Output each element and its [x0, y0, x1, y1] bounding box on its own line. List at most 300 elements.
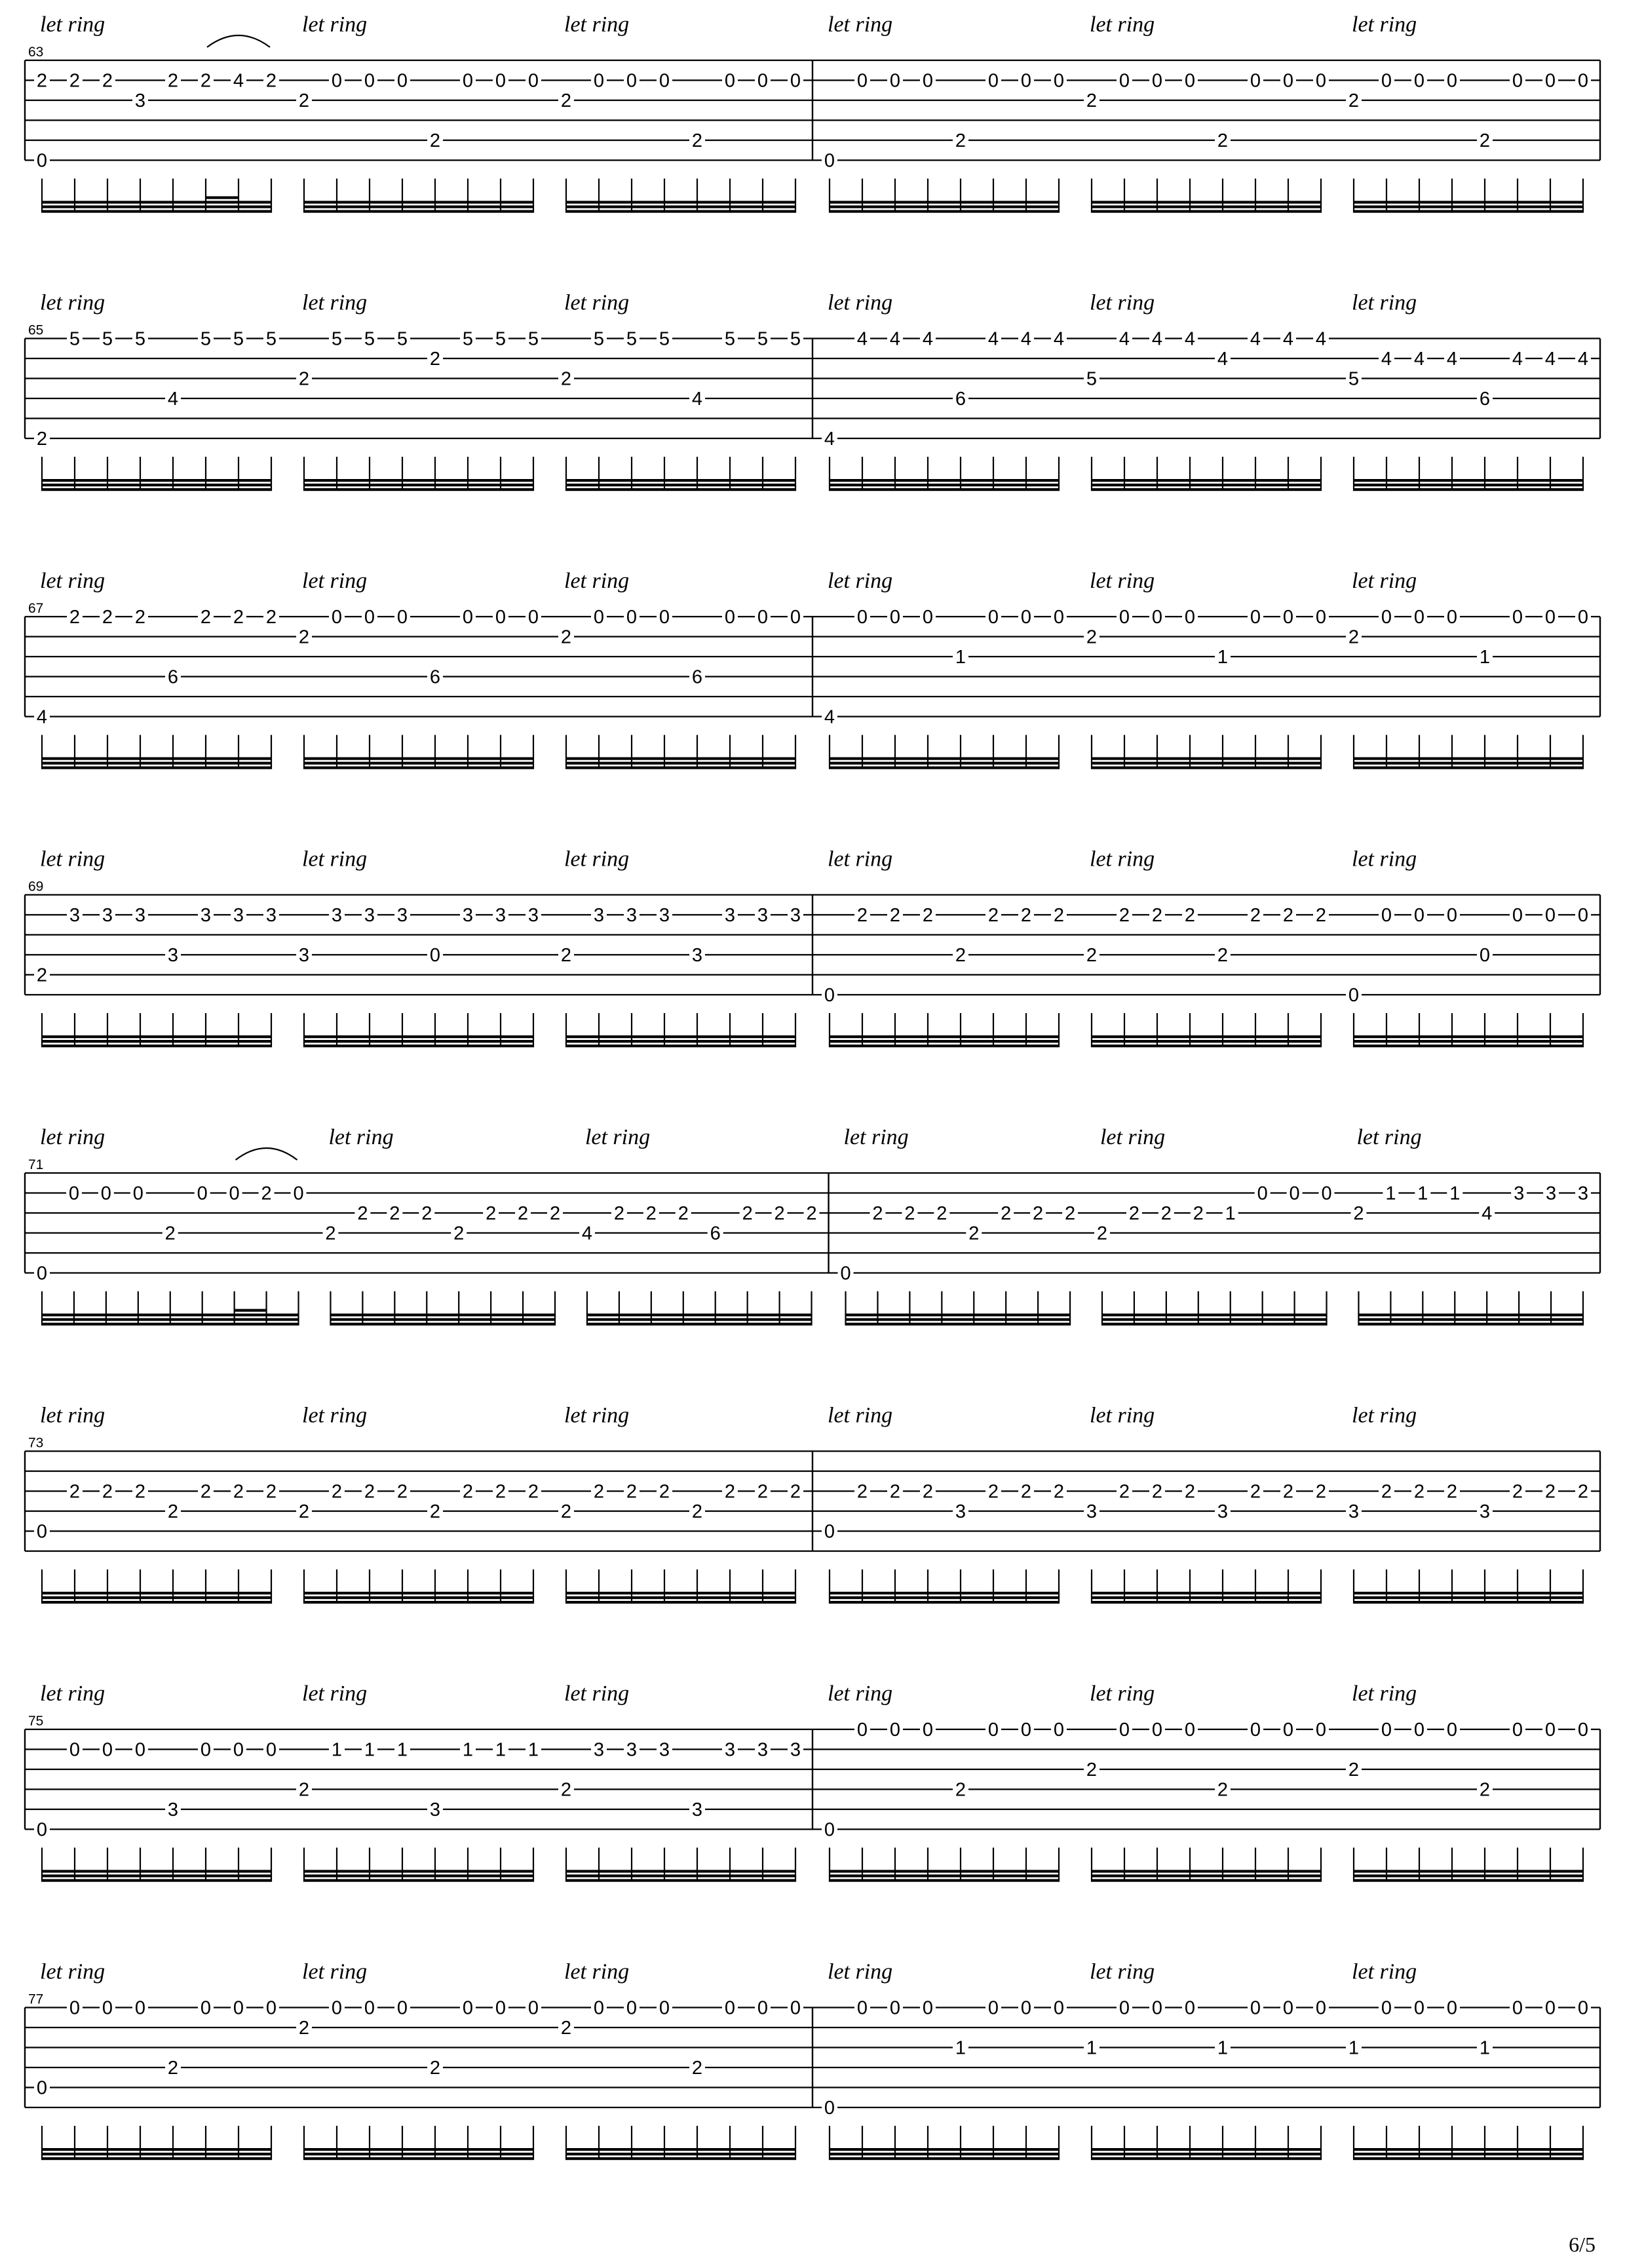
beam	[1353, 1592, 1584, 1594]
fret-number: 2	[560, 2018, 572, 2039]
let-ring-annotation: let ring	[1352, 1682, 1417, 1706]
fret-number: 2	[261, 1183, 272, 1204]
beam	[1353, 1045, 1584, 1047]
fret-number: 3	[265, 905, 277, 926]
fret-number: 3	[757, 905, 769, 926]
beam-group	[303, 179, 534, 213]
fret-number: 0	[1257, 1183, 1268, 1204]
beam-group	[330, 1292, 556, 1326]
fret-number: 2	[987, 905, 999, 926]
fret-number: 0	[1479, 945, 1491, 966]
beam	[1091, 210, 1322, 213]
fret-number: 1	[1417, 1183, 1428, 1204]
fret-number: 0	[1544, 607, 1556, 628]
fret-number: 0	[364, 607, 375, 628]
fret-number: 0	[1446, 1997, 1458, 2019]
beam	[303, 1879, 534, 1882]
let-ring-annotation: let ring	[564, 1403, 630, 1428]
let-ring-annotation: let ring	[40, 1125, 105, 1149]
fret-number: 5	[396, 328, 408, 350]
let-ring-annotation: let ring	[1352, 290, 1417, 315]
beam	[303, 488, 534, 491]
fret-number: 2	[265, 1481, 277, 1503]
fret-number: 0	[331, 607, 343, 628]
fret-number: 2	[1446, 1481, 1458, 1503]
beam-group	[1353, 1569, 1584, 1604]
beam	[41, 762, 272, 765]
let-ring-annotation: let ring	[1090, 1682, 1155, 1706]
beam	[330, 1314, 556, 1317]
fret-number: 2	[1064, 1203, 1076, 1224]
fret-number: 0	[1250, 607, 1261, 628]
beam	[586, 1318, 812, 1321]
fret-number: 1	[1217, 2037, 1229, 2059]
let-ring-annotation: let ring	[40, 1403, 105, 1428]
beam	[565, 201, 796, 204]
measure	[28, 291, 803, 491]
fret-number: 0	[102, 1997, 113, 2019]
beam-group	[1353, 1013, 1584, 1047]
beam	[1091, 201, 1322, 204]
beam	[1091, 488, 1322, 491]
fret-number: 2	[560, 626, 572, 648]
fret-number: 1	[955, 2037, 966, 2059]
fret-number: 2	[968, 1223, 980, 1244]
fret-number: 0	[1118, 70, 1130, 92]
fret-number: 0	[36, 1521, 48, 1543]
fret-number: 0	[396, 1997, 408, 2019]
fret-number: 0	[987, 1997, 999, 2019]
measure	[822, 1682, 1591, 1882]
fret-number: 0	[1544, 905, 1556, 926]
beam	[1101, 1318, 1328, 1321]
let-ring-annotation: let ring	[40, 569, 105, 593]
beam	[1091, 206, 1322, 208]
fret-number: 2	[1413, 1481, 1425, 1503]
fret-number: 0	[824, 2098, 835, 2119]
let-ring-annotation: let ring	[564, 12, 630, 37]
fret-number: 0	[987, 70, 999, 92]
fret-number: 2	[429, 130, 441, 151]
fret-number: 2	[1250, 905, 1261, 926]
fret-number: 2	[645, 1203, 657, 1224]
tie	[236, 1148, 297, 1160]
fret-number: 0	[229, 1183, 240, 1204]
beam-group	[829, 1013, 1060, 1047]
fret-number: 0	[132, 1183, 143, 1204]
fret-number: 2	[102, 1481, 113, 1503]
fret-number: 2	[396, 1481, 408, 1503]
fret-number: 0	[1446, 1720, 1458, 1740]
beam	[565, 2153, 796, 2155]
let-ring-annotation: let ring	[828, 847, 893, 872]
beam	[1353, 479, 1584, 482]
beam-group	[565, 2126, 796, 2160]
beam	[565, 767, 796, 769]
beam	[303, 201, 534, 204]
beam	[1353, 1879, 1584, 1882]
fret-number: 5	[134, 328, 146, 350]
fret-number: 2	[613, 1203, 624, 1224]
fret-number: 0	[462, 607, 474, 628]
measure-number: 71	[28, 1157, 44, 1172]
fret-number: 0	[495, 70, 507, 92]
beam	[41, 1035, 272, 1038]
fret-number: 2	[790, 1481, 801, 1503]
fret-number: 0	[922, 607, 934, 628]
beam	[41, 1592, 272, 1594]
beam	[41, 1318, 299, 1321]
fret-number: 5	[527, 328, 539, 350]
let-ring-annotation: let ring	[302, 290, 368, 315]
fret-number: 3	[724, 905, 736, 926]
beam	[1091, 1596, 1322, 1599]
let-ring-annotation: let ring	[40, 290, 105, 315]
beam-group	[41, 1569, 272, 1604]
tab-system	[25, 291, 1600, 491]
let-ring-annotation: let ring	[1090, 12, 1155, 37]
beam-group	[565, 1013, 796, 1047]
fret-number: 2	[453, 1223, 465, 1244]
beam-group	[303, 735, 534, 769]
fret-number: 0	[724, 1997, 736, 2019]
fret-number: 2	[856, 1481, 868, 1503]
fret-number: 3	[1348, 1501, 1360, 1522]
fret-number: 0	[856, 70, 868, 92]
beam	[1091, 1870, 1322, 1873]
beam	[1353, 2157, 1584, 2160]
fret-number: 0	[1053, 1997, 1065, 2019]
fret-number: 0	[1577, 1720, 1589, 1740]
fret-number: 0	[1118, 1997, 1130, 2019]
fret-number: 2	[987, 1481, 999, 1503]
fret-number: 1	[1479, 2037, 1491, 2059]
beam-group	[586, 1292, 812, 1326]
fret-number: 0	[527, 1997, 539, 2019]
fret-number: 0	[134, 1739, 146, 1761]
fret-number: 0	[396, 607, 408, 628]
fret-number: 1	[1217, 647, 1229, 668]
let-ring-annotation: let ring	[40, 1682, 105, 1706]
fret-number: 0	[1118, 607, 1130, 628]
beam	[1353, 488, 1584, 491]
beam-group	[829, 1569, 1060, 1604]
beam	[829, 758, 1060, 760]
beam-group	[303, 2126, 534, 2160]
let-ring-annotation: let ring	[828, 290, 893, 315]
fret-number: 2	[233, 1481, 244, 1503]
fret-number: 2	[298, 1779, 310, 1801]
fret-number: 2	[560, 368, 572, 390]
beam	[1353, 2153, 1584, 2155]
fret-number: 3	[167, 945, 179, 966]
beam-group	[565, 1569, 796, 1604]
beam-group	[41, 1292, 299, 1326]
fret-number: 0	[922, 70, 934, 92]
fret-number: 5	[1348, 368, 1360, 390]
beam	[1091, 2157, 1322, 2160]
fret-number: 0	[1289, 1183, 1300, 1204]
measure	[822, 1404, 1591, 1604]
beam	[829, 1040, 1060, 1043]
fret-number: 1	[527, 1739, 539, 1761]
fret-number: 1	[955, 647, 966, 668]
beam-group	[41, 179, 272, 213]
beam	[41, 1323, 299, 1326]
let-ring-annotation: let ring	[1352, 1959, 1417, 1984]
beam	[565, 762, 796, 765]
fret-number: 5	[593, 328, 605, 350]
fret-number: 3	[626, 905, 638, 926]
beam	[1091, 1592, 1322, 1594]
fret-number: 2	[69, 70, 81, 92]
fret-number: 2	[1250, 1481, 1261, 1503]
fret-number: 5	[102, 328, 113, 350]
fret-number: 0	[1512, 1997, 1523, 2019]
fret-number: 0	[1151, 70, 1163, 92]
let-ring-annotation: let ring	[828, 12, 893, 37]
fret-number: 4	[1217, 349, 1229, 370]
beam	[829, 201, 1060, 204]
fret-number: 2	[1348, 1759, 1360, 1780]
let-ring-annotation: let ring	[302, 1682, 368, 1706]
fret-number: 3	[691, 945, 703, 966]
beam	[1353, 484, 1584, 486]
beam	[330, 1323, 556, 1326]
fret-number: 2	[742, 1203, 753, 1224]
fret-number: 0	[69, 1739, 81, 1761]
measure	[822, 847, 1591, 1048]
fret-number: 3	[364, 905, 375, 926]
beam-group	[41, 457, 272, 491]
fret-number: 0	[1512, 905, 1523, 926]
beam	[829, 1870, 1060, 1873]
beam	[303, 2157, 534, 2160]
fret-number: 3	[1086, 1501, 1098, 1522]
beam	[829, 1879, 1060, 1882]
fret-number: 5	[757, 328, 769, 350]
fret-number: 4	[1381, 349, 1392, 370]
beam	[1353, 1875, 1584, 1877]
beam-group	[1091, 1569, 1322, 1604]
beam	[41, 1040, 272, 1043]
fret-number: 0	[100, 1183, 111, 1204]
fret-number: 2	[36, 965, 48, 986]
fret-number: 0	[1118, 1720, 1130, 1740]
measure	[28, 569, 803, 769]
beam	[1353, 201, 1584, 204]
beam	[829, 210, 1060, 213]
fret-number: 0	[1282, 1720, 1294, 1740]
fret-number: 3	[69, 905, 81, 926]
beam	[330, 1318, 556, 1321]
let-ring-annotation: let ring	[302, 12, 368, 37]
fret-number: 0	[462, 70, 474, 92]
beam	[303, 758, 534, 760]
fret-number: 4	[167, 389, 179, 410]
fret-number: 0	[1315, 70, 1327, 92]
fret-number: 2	[233, 607, 244, 628]
fret-number: 0	[1413, 70, 1425, 92]
beam	[1353, 758, 1584, 760]
fret-number: 2	[298, 90, 310, 111]
let-ring-annotation: let ring	[564, 847, 630, 872]
beam	[1091, 762, 1322, 765]
tab-system	[25, 1404, 1600, 1604]
fret-number: 2	[134, 1481, 146, 1503]
fret-number: 2	[429, 349, 441, 370]
fret-number: 2	[1544, 1481, 1556, 1503]
fret-number: 0	[824, 1521, 835, 1543]
beam	[303, 1601, 534, 1604]
beam	[303, 2153, 534, 2155]
fret-number: 3	[134, 90, 146, 111]
fret-number: 3	[1514, 1183, 1525, 1204]
fret-number: 2	[757, 1481, 769, 1503]
fret-number: 2	[102, 70, 113, 92]
fret-number: 0	[527, 70, 539, 92]
fret-number: 2	[200, 1481, 212, 1503]
fret-number: 4	[1151, 328, 1163, 350]
fret-number: 0	[1315, 1997, 1327, 2019]
beam	[1091, 2153, 1322, 2155]
measure	[28, 847, 803, 1048]
fret-number: 6	[691, 666, 703, 688]
sub-beam	[235, 1309, 267, 1312]
fret-number: 0	[1315, 1720, 1327, 1740]
beam	[829, 1035, 1060, 1038]
let-ring-annotation: let ring	[1090, 1403, 1155, 1428]
beam	[1091, 758, 1322, 760]
fret-number: 2	[1184, 905, 1196, 926]
measure-number: 63	[28, 45, 44, 60]
beam	[1353, 1870, 1584, 1873]
beam	[1353, 1035, 1584, 1038]
fret-number: 0	[1577, 1997, 1589, 2019]
beam	[1353, 1601, 1584, 1604]
let-ring-annotation: let ring	[302, 1959, 368, 1984]
fret-number: 3	[659, 905, 670, 926]
beam	[1091, 484, 1322, 486]
fret-number: 5	[69, 328, 81, 350]
fret-number: 2	[331, 1481, 343, 1503]
fret-number: 4	[856, 328, 868, 350]
beam	[565, 1040, 796, 1043]
fret-number: 0	[1282, 1997, 1294, 2019]
beam	[1353, 762, 1584, 765]
beam	[565, 206, 796, 208]
fret-number: 2	[462, 1481, 474, 1503]
beam	[829, 484, 1060, 486]
fret-number: 4	[1020, 328, 1032, 350]
fret-number: 4	[1053, 328, 1065, 350]
tab-system	[25, 12, 1600, 213]
beam	[565, 488, 796, 491]
fret-number: 1	[1479, 647, 1491, 668]
measure	[28, 1960, 803, 2161]
fret-number: 6	[710, 1223, 721, 1244]
fret-number: 0	[1184, 1997, 1196, 2019]
fret-number: 3	[527, 905, 539, 926]
fret-number: 0	[462, 1997, 474, 2019]
fret-number: 1	[1348, 2037, 1360, 2059]
fret-number: 4	[1282, 328, 1294, 350]
beam-group	[1091, 179, 1322, 213]
fret-number: 0	[790, 607, 801, 628]
sub-beam	[206, 197, 239, 199]
fret-number: 0	[626, 607, 638, 628]
fret-number: 2	[1193, 1203, 1204, 1224]
beam	[41, 2157, 272, 2160]
measure	[838, 1125, 1591, 1326]
beam	[829, 1596, 1060, 1599]
fret-number: 0	[1250, 1720, 1261, 1740]
fret-number: 0	[1282, 70, 1294, 92]
measure	[822, 12, 1591, 213]
fret-number: 2	[1217, 945, 1229, 966]
beam	[565, 758, 796, 760]
fret-number: 0	[364, 1997, 375, 2019]
fret-number: 2	[1160, 1203, 1172, 1224]
beam-group	[565, 179, 796, 213]
let-ring-annotation: let ring	[40, 847, 105, 872]
fret-number: 3	[102, 905, 113, 926]
beam	[565, 1601, 796, 1604]
fret-number: 4	[824, 706, 835, 728]
fret-number: 5	[364, 328, 375, 350]
fret-number: 2	[486, 1203, 497, 1224]
beam	[41, 758, 272, 760]
beam-group	[565, 1848, 796, 1882]
fret-number: 2	[856, 905, 868, 926]
beam	[303, 484, 534, 486]
fret-number: 2	[872, 1203, 883, 1224]
beam-group	[1358, 1292, 1584, 1326]
tab-system	[25, 1960, 1600, 2161]
fret-number: 0	[233, 1997, 244, 2019]
fret-number: 0	[1250, 70, 1261, 92]
fret-number: 3	[790, 905, 801, 926]
fret-number: 2	[200, 70, 212, 92]
beam	[1353, 210, 1584, 213]
fret-number: 0	[69, 1997, 81, 2019]
fret-number: 0	[1577, 905, 1589, 926]
fret-number: 0	[1020, 1720, 1032, 1740]
let-ring-annotation: let ring	[1352, 847, 1417, 872]
beam-group	[1091, 457, 1322, 491]
beam-group	[829, 2126, 1060, 2160]
fret-number: 2	[936, 1203, 947, 1224]
fret-number: 1	[462, 1739, 474, 1761]
fret-number: 2	[593, 1481, 605, 1503]
beam	[1353, 206, 1584, 208]
fret-number: 2	[527, 1481, 539, 1503]
beam	[565, 1592, 796, 1594]
beam-group	[845, 1292, 1071, 1326]
fret-number: 5	[724, 328, 736, 350]
fret-number: 0	[593, 607, 605, 628]
fret-number: 2	[1096, 1223, 1108, 1244]
fret-number: 2	[560, 1779, 572, 1801]
fret-number: 3	[724, 1739, 736, 1761]
fret-number: 4	[1446, 349, 1458, 370]
fret-number: 0	[659, 607, 670, 628]
fret-number: 0	[1381, 70, 1392, 92]
fret-number: 0	[134, 1997, 146, 2019]
fret-number: 0	[197, 1183, 208, 1204]
let-ring-annotation: let ring	[302, 1403, 368, 1428]
fret-number: 2	[1053, 1481, 1065, 1503]
